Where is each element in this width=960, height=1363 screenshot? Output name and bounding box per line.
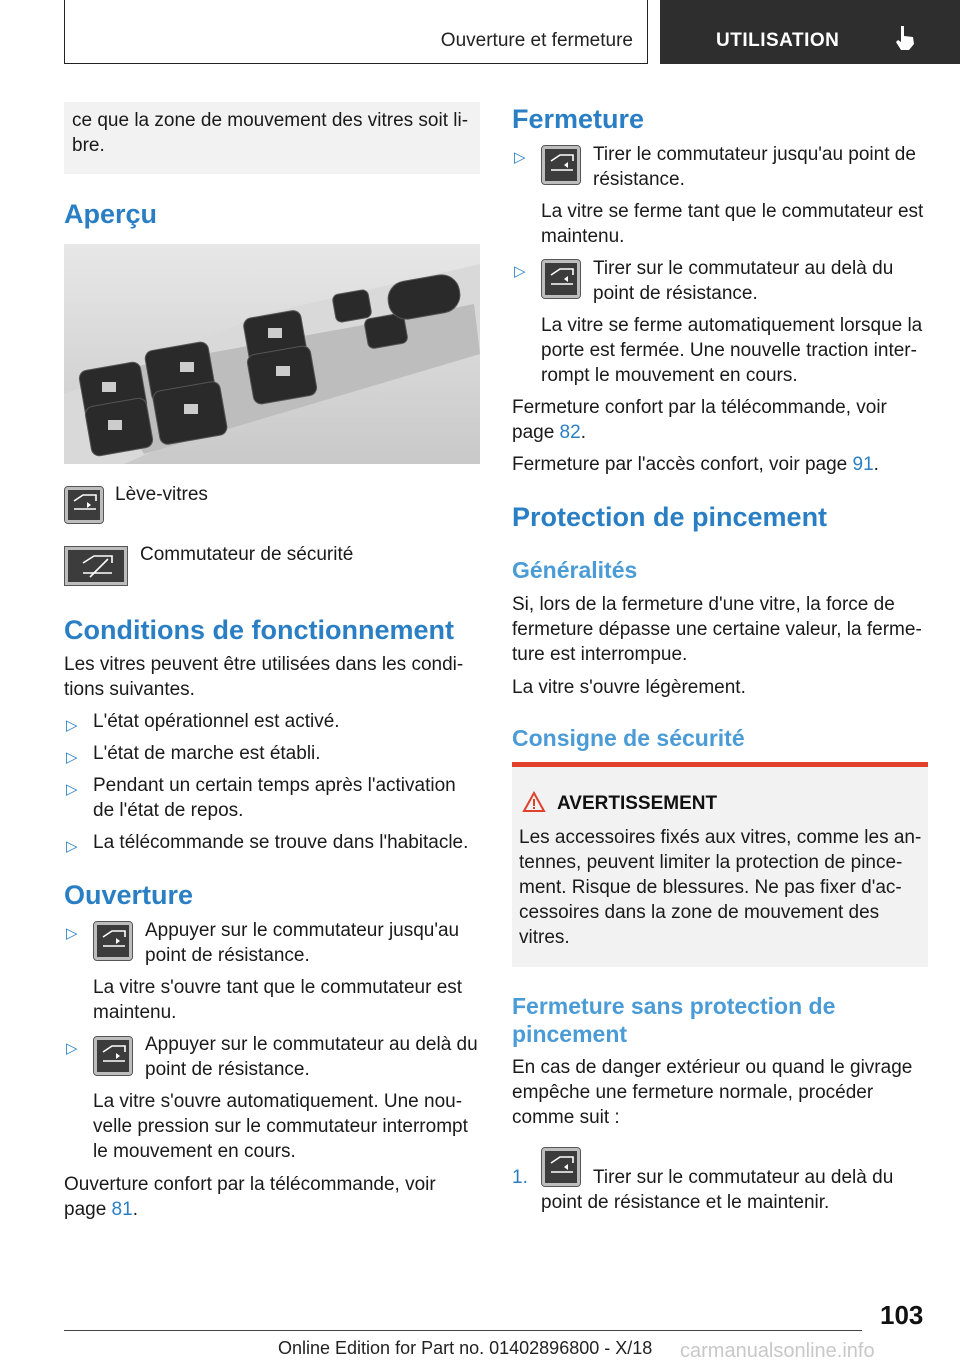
fermeture-confort-line-2 (512, 420, 586, 445)
ouverture-item-1-sub-1: La vitre s'ouvre tant que le commutateur est (93, 977, 463, 998)
header-chapter-title: UTILISATION (716, 30, 840, 51)
ouverture-confort-line-1: Ouverture confort par la télécommande, voir (64, 1174, 436, 1195)
bullet-triangle: ▷ (514, 149, 526, 166)
step-line-2: point de résistance et le maintenir. (541, 1192, 830, 1213)
window-lifter-icon (542, 260, 580, 298)
condition-item-3-line-1: Pendant un certain temps après l'activation (93, 775, 456, 796)
generalites-text-1: Si, lors de la fermeture d'une vitre, la force de (512, 594, 895, 615)
generalites-heading: Généralités (512, 557, 638, 583)
page-ref-prefix: page (64, 1199, 112, 1220)
edition-text: Online Edition for Part no. 01402896800 - X/18 (278, 1338, 653, 1358)
fermeture-item-2-line-2: point de résistance. (593, 283, 758, 304)
warning-box (512, 762, 928, 967)
fermeture-item-2-sub-2: porte est fermée. Une nouvelle traction inter- (541, 340, 917, 361)
page-91-link[interactable]: 91 (852, 454, 874, 475)
warning-text-1: Les accessoires fixés aux vitres, comme les an- (519, 827, 922, 848)
bullet-triangle: ▷ (66, 717, 78, 734)
ouverture-heading: Ouverture (64, 880, 194, 910)
condition-item-1: L'état opérationnel est activé. (93, 711, 340, 732)
bullet-triangle: ▷ (66, 781, 78, 798)
apercu-heading: Aperçu (64, 199, 158, 229)
conditions-heading: Conditions de fonctionnement (64, 615, 454, 645)
footer-edition (278, 1338, 652, 1359)
legend-label-window-lifter: Lève-vitres (115, 484, 208, 505)
condition-item-4: La télécommande se trouve dans l'habitacle. (93, 832, 469, 853)
window-lifter-icon (542, 1148, 580, 1186)
header-chapter-box (660, 0, 960, 64)
generalites-text-4: La vitre s'ouvre légèrement. (512, 677, 746, 698)
ouverture-item-1-line-1: Appuyer sur le commutateur jusqu'au (145, 920, 460, 941)
warning-triangle-icon (522, 791, 546, 813)
bullet-triangle: ▷ (514, 263, 526, 280)
warning-title: AVERTISSEMENT (557, 793, 718, 814)
sans-protection-heading-2: pincement (512, 1021, 628, 1047)
fermeture-item-2-sub-3: rompt le mouvement en cours. (541, 365, 798, 386)
bullet-triangle: ▷ (66, 838, 78, 855)
window-switch-panel-photo (64, 244, 480, 464)
sans-text-1: En cas de danger extérieur ou quand le givrage (512, 1057, 913, 1078)
ouverture-item-2-sub-3: le mouvement en cours. (93, 1141, 296, 1162)
window-lifter-icon (94, 922, 132, 960)
header-section-box (64, 0, 648, 64)
sans-protection-heading-1: Fermeture sans protection de (512, 993, 836, 1019)
fermeture-heading: Fermeture (512, 104, 645, 134)
fermeture-item-2-sub-1: La vitre se ferme automatiquement lorsque la (541, 315, 923, 336)
ouverture-item-2-sub-1: La vitre s'ouvre automatiquement. Une nou- (93, 1091, 463, 1112)
generalites-text-3: ture est interrompue. (512, 644, 688, 665)
page-ref-prefix: Fermeture par l'accès confort, voir page (512, 454, 853, 475)
sans-text-2: empêche une fermeture normale, procéder (512, 1082, 874, 1103)
page-ref-suffix: . (580, 422, 586, 443)
legend-label-safety-switch: Commutateur de sécurité (140, 544, 354, 565)
page-ref-suffix: . (132, 1199, 138, 1220)
step-number: 1. (512, 1167, 528, 1188)
acces-confort-line (512, 452, 879, 477)
pointing-hand-icon (893, 24, 917, 52)
warning-text-4: cessoires dans la zone de mouvement des (519, 902, 880, 923)
bullet-triangle: ▷ (66, 1040, 78, 1057)
intro-line-2: bre. (72, 135, 105, 156)
page-81-link[interactable]: 81 (111, 1199, 133, 1220)
fermeture-item-1-line-1: Tirer le commutateur jusqu'au point de (593, 144, 916, 165)
window-lifter-icon (94, 1037, 132, 1075)
ouverture-item-2-sub-2: velle pression sur le commutateur interrompt (93, 1116, 468, 1137)
condition-item-3-line-2: de l'état de repos. (93, 800, 244, 821)
footer-rule (64, 1330, 862, 1331)
ouverture-item-1-sub-2: maintenu. (93, 1002, 177, 1023)
header-section-title: Ouverture et fermeture (440, 30, 633, 51)
ouverture-item-1-line-2: point de résistance. (145, 945, 310, 966)
generalites-text-2: fermeture dépasse une certaine valeur, la ferme- (512, 619, 922, 640)
page-number: 103 (880, 1300, 924, 1330)
step-line-1: Tirer sur le commutateur au delà du (593, 1167, 894, 1188)
warning-text-2: tennes, peuvent limiter la protection de pince- (519, 852, 903, 873)
bullet-triangle: ▷ (66, 749, 78, 766)
intro-note-box (64, 102, 480, 174)
fermeture-item-2-line-1: Tirer sur le commutateur au delà du (593, 258, 894, 279)
conditions-text-1: Les vitres peuvent être utilisées dans les condi- (64, 654, 464, 675)
window-lifter-icon (542, 146, 580, 184)
bullet-triangle: ▷ (66, 925, 78, 942)
condition-item-2: L'état de marche est établi. (93, 743, 321, 764)
fermeture-item-1-line-2: résistance. (593, 169, 685, 190)
ouverture-item-2-line-2: point de résistance. (145, 1059, 310, 1080)
protection-heading: Protection de pincement (512, 502, 828, 532)
fermeture-item-1-sub-1: La vitre se ferme tant que le commutateur est (541, 201, 924, 222)
page-82-link[interactable]: 82 (559, 422, 581, 443)
page-ref-suffix: . (873, 454, 879, 475)
warning-text-3: ment. Risque de blessures. Ne pas fixer d'ac- (519, 877, 902, 898)
warning-text-5: vitres. (519, 927, 570, 948)
conditions-text-2: tions suivantes. (64, 679, 195, 700)
safety-switch-icon (65, 547, 127, 585)
watermark-text: carmanualsonline.info (680, 1340, 875, 1362)
sans-text-3: comme suit : (512, 1107, 620, 1128)
consigne-heading: Consigne de sécurité (512, 725, 745, 751)
ouverture-confort-line-2 (64, 1197, 138, 1222)
page-ref-prefix: page (512, 422, 560, 443)
fermeture-item-1-sub-2: maintenu. (541, 226, 625, 247)
ouverture-item-2-line-1: Appuyer sur le commutateur au delà du (145, 1034, 478, 1055)
intro-line-1: ce que la zone de mouvement des vitres soit li- (72, 110, 469, 131)
window-lifter-icon (65, 487, 103, 523)
fermeture-confort-line-1: Fermeture confort par la télécommande, voir (512, 397, 887, 418)
